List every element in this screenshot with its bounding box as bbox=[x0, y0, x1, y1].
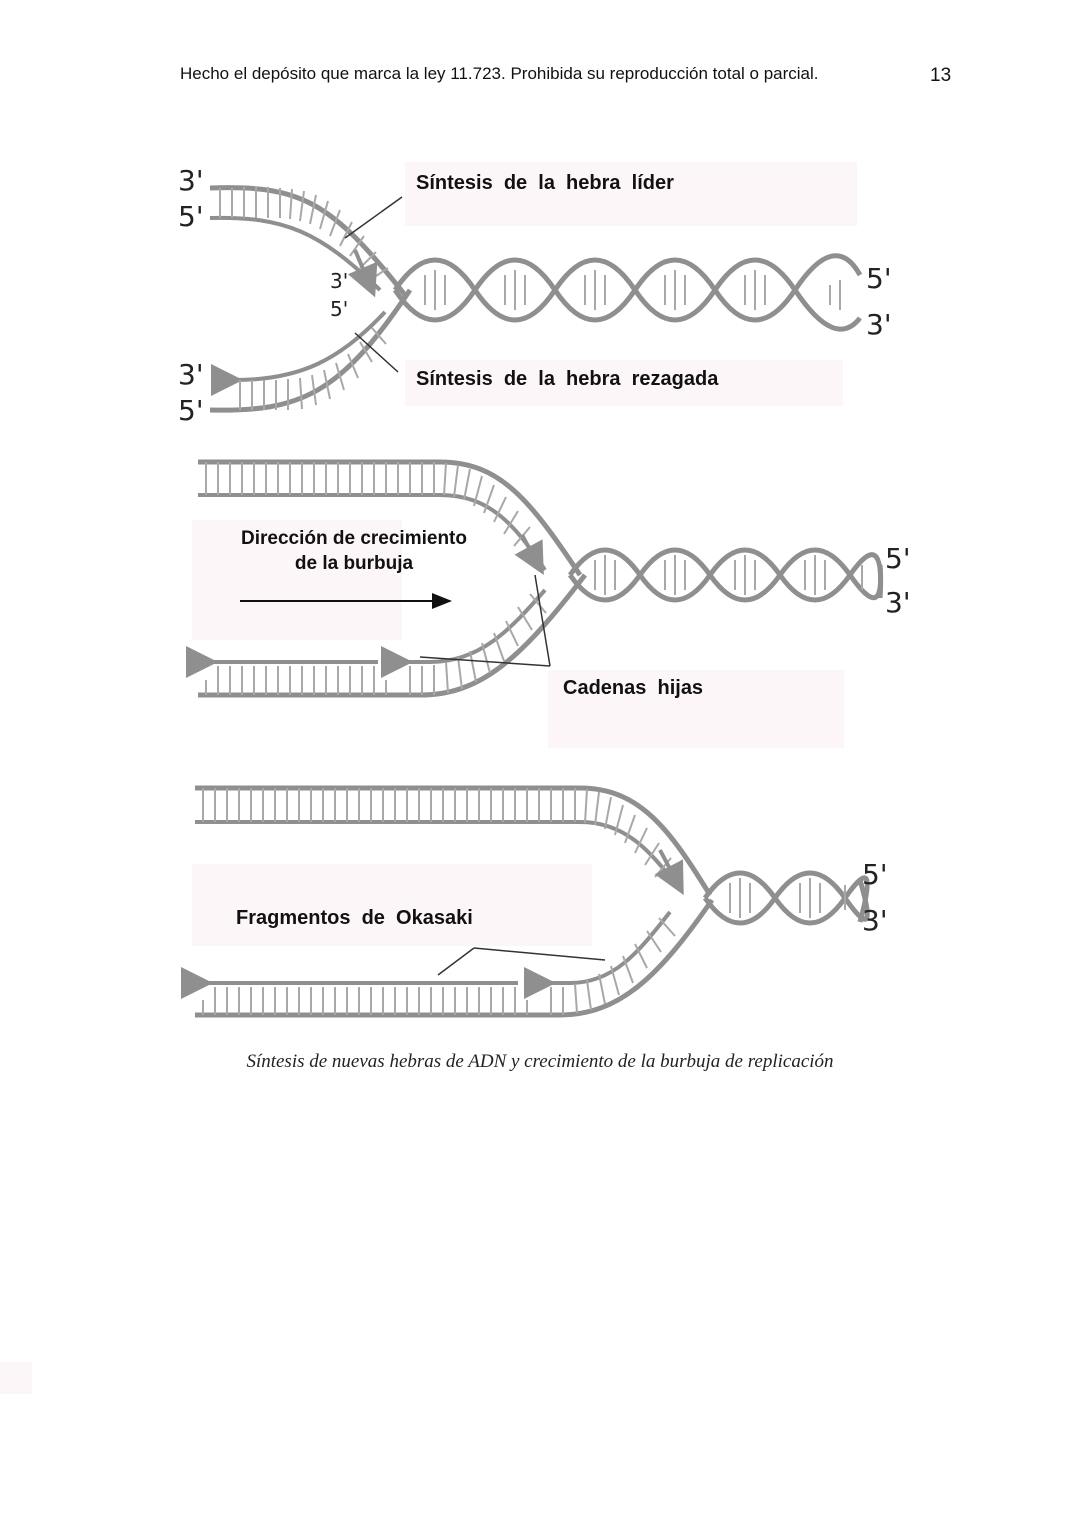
corner-mark bbox=[0, 1362, 32, 1394]
p1-label-right-3: 3' bbox=[866, 308, 892, 341]
p3-label-right-5: 5' bbox=[862, 858, 888, 891]
p2-label-right-3: 3' bbox=[885, 586, 911, 619]
page-header-notice: Hecho el depósito que marca la ley 11.723. Prohibida su reproducción total o parcial. bbox=[180, 64, 819, 83]
p3-label-right-3: 3' bbox=[862, 904, 888, 937]
p2-direction-label-line2: de la burbuja bbox=[294, 553, 414, 574]
p1-upper-strand-outer bbox=[210, 188, 405, 295]
p1-label-top-left-5: 5' bbox=[178, 200, 204, 233]
figure-caption: Síntesis de nuevas hebras de ADN y crecimiento de la burbuja de replicación bbox=[246, 1051, 834, 1072]
p2-leading-arrow bbox=[522, 535, 540, 568]
page-number: 13 bbox=[930, 65, 952, 86]
p3-okazaki-leader-line-2 bbox=[474, 948, 605, 960]
p1-label-bottom-left-3: 3' bbox=[178, 358, 204, 391]
p1-leading-strand-label: Síntesis de la hebra líder bbox=[416, 172, 674, 194]
p2-label-right-5: 5' bbox=[885, 542, 911, 575]
label-box-okazaki bbox=[192, 864, 592, 946]
p1-helix-strand-a bbox=[395, 256, 860, 320]
p2-helix-rungs bbox=[595, 555, 862, 595]
p1-lagging-strand-label: Síntesis de la hebra rezagada bbox=[416, 368, 719, 390]
p1-label-inner-3: 3' bbox=[330, 269, 349, 293]
p1-leading-leader-line bbox=[345, 197, 402, 238]
p3-upper-rungs bbox=[203, 788, 671, 877]
p3-okazaki-label: Fragmentos de Okasaki bbox=[236, 907, 473, 929]
p1-label-bottom-left-5: 5' bbox=[178, 394, 204, 427]
p3-okazaki-leader-line-1 bbox=[438, 948, 474, 975]
p1-label-top-left-3: 3' bbox=[178, 164, 204, 197]
p2-direction-label-line1: Dirección de crecimiento bbox=[241, 528, 467, 549]
p2-daughter-strands-label: Cadenas hijas bbox=[563, 677, 704, 699]
p1-label-right-5: 5' bbox=[866, 262, 892, 295]
p1-label-inner-5: 5' bbox=[330, 297, 349, 321]
